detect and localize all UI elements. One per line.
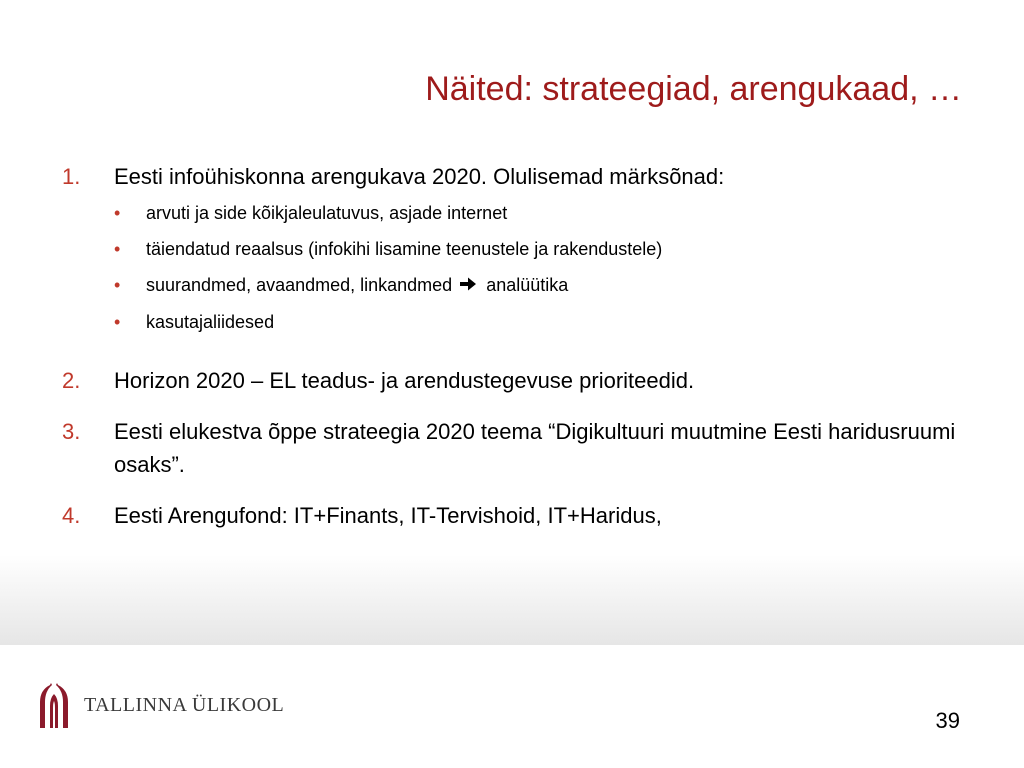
list-number: 4.: [62, 503, 81, 529]
sub-bullet-text: analüütika: [486, 275, 569, 295]
sub-bullet-item: [114, 195, 972, 231]
sub-bullet-text: arvuti ja side kõikjaleulatuvus, asjade internet: [146, 203, 508, 223]
list-item-2: [62, 364, 972, 397]
sub-bullet-text: suurandmed, avaandmed, linkandmed: [146, 275, 453, 295]
list-item-text: Eesti elukestva õppe strateegia 2020 teema “Digikultuuri muutmine Eesti haridusruumi osaks”.: [114, 419, 956, 478]
bullet-marker: •: [114, 203, 121, 223]
list-number: 1.: [62, 164, 81, 189]
list-item-1: [62, 160, 972, 340]
sub-bullet-text: kasutajaliidesed: [146, 312, 275, 333]
university-logo: [38, 682, 284, 728]
list-item-text: Horizon 2020 – EL teadus- ja arendustegevuse prioriteedid.: [114, 368, 695, 394]
footer-gradient-band: [0, 555, 1024, 645]
university-arch-icon: [38, 682, 70, 728]
sub-bullet-item: [114, 267, 972, 304]
slide-content: [62, 160, 972, 532]
list-item-4: [62, 499, 972, 532]
right-arrow-icon: [459, 268, 477, 304]
sub-bullet-item: [114, 231, 972, 267]
bullet-marker: •: [114, 312, 121, 333]
logo-text: TALLINNA ÜLIKOOL: [84, 693, 285, 716]
bullet-marker: •: [114, 275, 121, 295]
sub-bullet-list: [114, 195, 972, 340]
sub-bullet-item: [114, 304, 972, 340]
list-item-text: Eesti Arengufond: IT+Finants, IT-Tervishoid, IT+Haridus,: [114, 503, 662, 529]
sub-bullet-text: täiendatud reaalsus (infokihi lisamine teenustele ja rakendustele): [146, 239, 663, 259]
list-number: 3.: [62, 419, 81, 445]
list-item-3: [62, 415, 972, 481]
bullet-marker: •: [114, 239, 121, 259]
list-number: 2.: [62, 368, 81, 394]
list-item-text: Eesti infoühiskonna arengukava 2020. Olulisemad märksõnad:: [114, 164, 725, 189]
slide-title: Näited: strateegiad, arengukaad, …: [425, 70, 962, 108]
page-number: 39: [935, 708, 960, 733]
